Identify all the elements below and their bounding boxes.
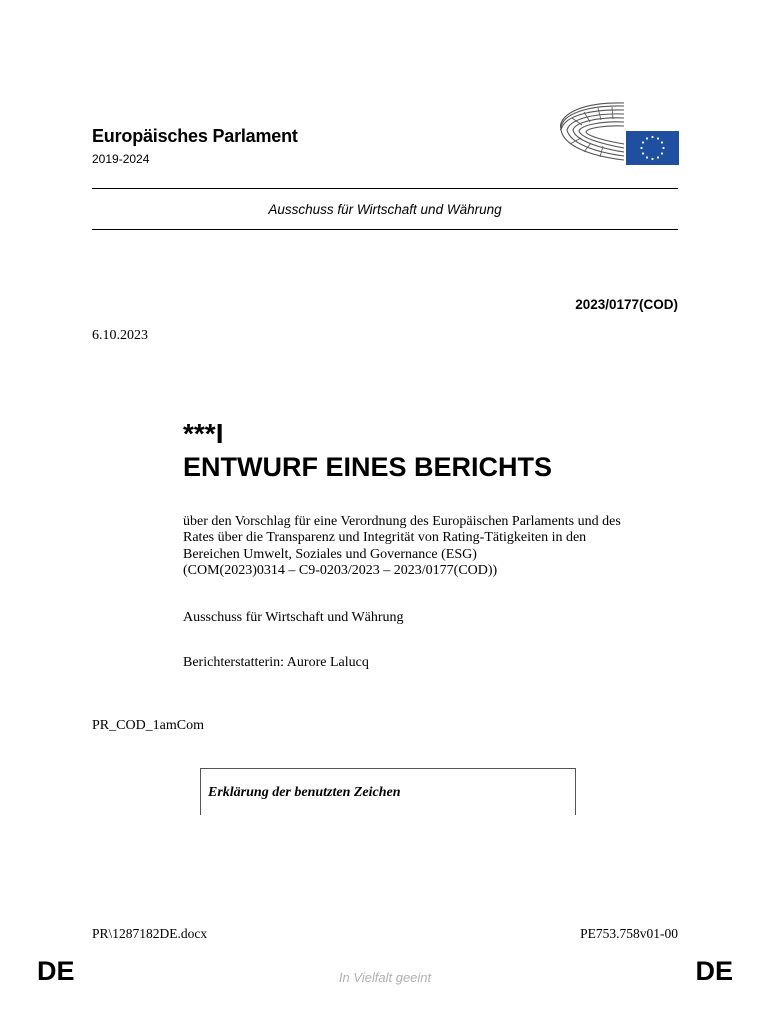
parliamentary-term: 2019-2024 — [92, 152, 150, 166]
header-divider-bottom — [92, 229, 678, 230]
parliament-name: Europäisches Parlament — [92, 126, 298, 146]
subject-line: (COM(2023)0314 – C9-0203/2023 – 2023/0177(COD)) — [183, 563, 498, 579]
document-date: 6.10.2023 — [92, 328, 148, 343]
european-parliament-logo-icon — [560, 100, 680, 166]
eu-motto: In Vielfalt geeint — [338, 970, 432, 985]
language-code-right: DE — [695, 956, 733, 986]
legend-box — [200, 768, 576, 815]
subject-line: über den Vorschlag für eine Verordnung des Europäischen Parlaments und des — [183, 514, 621, 529]
footer-file-name: PR\1287182DE.docx — [92, 926, 208, 941]
pr-code: PR_COD_1amCom — [92, 718, 205, 733]
subject-line: Bereichen Umwelt, Soziales und Governance (ESG) — [183, 546, 477, 562]
responsible-committee: Ausschuss für Wirtschaft und Währung — [183, 610, 404, 625]
language-code-left: DE — [37, 956, 75, 986]
procedure-stars: ***I — [183, 418, 224, 449]
header-divider-top — [92, 188, 678, 189]
subject-line: Rates über die Transparenz und Integrität von Rating-Tätigkeiten in den — [183, 530, 587, 546]
legend-title: Erklärung der benutzten Zeichen — [208, 785, 401, 800]
committee-header: Ausschuss für Wirtschaft und Währung — [268, 202, 502, 217]
footer-reference: PE753.758v01-00 — [580, 926, 678, 941]
rapporteur: Berichterstatterin: Aurore Lalucq — [183, 655, 369, 670]
document-subject — [183, 514, 693, 580]
document-title: ENTWURF EINES BERICHTS — [183, 452, 553, 482]
procedure-number: 2023/0177(COD) — [575, 297, 678, 312]
